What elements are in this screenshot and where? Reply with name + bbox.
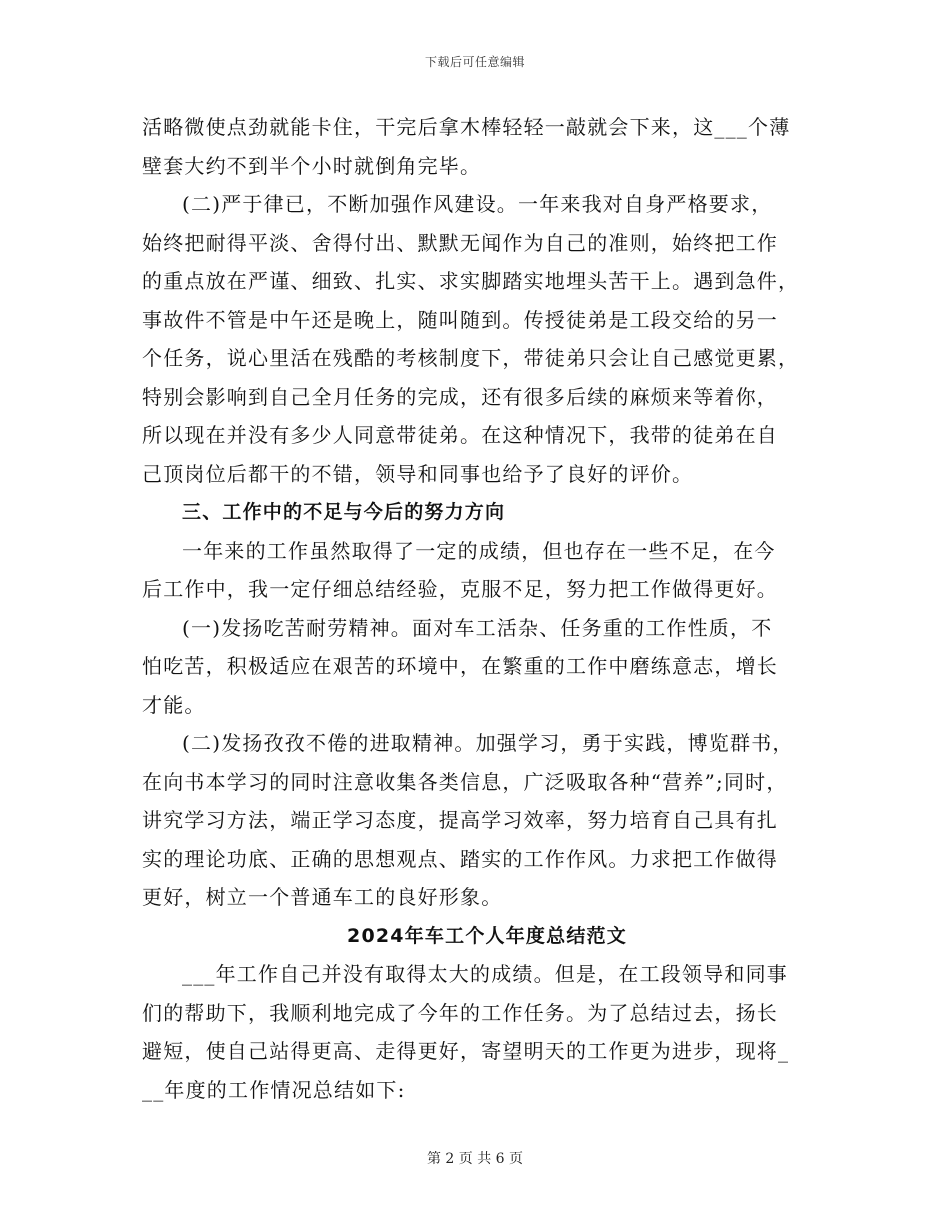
body-text-line: 个任务，说心里活在残酷的考核制度下，带徒弟只会让自己感觉更累， bbox=[142, 346, 800, 370]
paragraph-first-line: (二)严于律已，不断加强作风建设。一年来我对自身严格要求， bbox=[182, 192, 773, 216]
body-text-line: 所以现在并没有多少人同意带徒弟。在这种情况下，我带的徒弟在自 bbox=[142, 423, 778, 447]
body-text-line: 怕吃苦，积极适应在艰苦的环境中，在繁重的工作中磨练意志，增长 bbox=[142, 654, 778, 678]
body-text-line: __年度的工作情况总结如下: bbox=[142, 1077, 406, 1102]
body-text-line: 事故件不管是中午还是晚上，随叫随到。传授徒弟是工段交给的另一 bbox=[142, 307, 778, 332]
body-text-line: 实的理论功底、正确的思想观点、踏实的工作作风。力求把工作做得 bbox=[142, 846, 778, 871]
paragraph-first-line: (二)发扬孜孜不倦的进取精神。加强学习，勇于实践，博览群书， bbox=[182, 731, 794, 755]
body-text-line: 更好，树立一个普通车工的良好形象。 bbox=[142, 885, 503, 909]
body-text-line: 们的帮助下，我顺利地完成了今年的工作任务。为了总结过去，扬长 bbox=[142, 1000, 778, 1025]
document-title: 2024年车工个人年度总结范文 bbox=[347, 924, 627, 947]
paragraph-first-line: (一)发扬吃苦耐劳精神。面对车工活杂、任务重的工作性质，不 bbox=[182, 615, 773, 640]
section-heading: 三、工作中的不足与今后的努力方向 bbox=[182, 501, 506, 523]
page-header: 下载后可任意编辑 bbox=[424, 55, 525, 69]
body-text-line: 壁套大约不到半个小时就倒角完毕。 bbox=[142, 153, 482, 178]
page-footer: 第 2 页 共 6 页 bbox=[426, 1151, 524, 1167]
document-body bbox=[142, 108, 812, 1109]
body-text-line: 才能。 bbox=[142, 692, 206, 717]
body-text-line: 避短，使自己站得更高、走得更好，寄望明天的工作更为进步，现将_ bbox=[142, 1039, 790, 1063]
body-text-line: 在向书本学习的同时注意收集各类信息，广泛吸取各种“营养”;同时， bbox=[142, 769, 788, 794]
body-text-line: 始终把耐得平淡、舍得付出、默默无闻作为自己的准则，始终把工作 bbox=[142, 230, 778, 255]
body-text-line: 特别会影响到自己全月任务的完成，还有很多后续的麻烦来等着你， bbox=[142, 384, 778, 409]
body-text-line: 后工作中，我一定仔细总结经验，克服不足，努力把工作做得更好。 bbox=[142, 577, 778, 601]
body-text-line: 的重点放在严谨、细致、扎实、求实脚踏实地埋头苦干上。遇到急件， bbox=[142, 269, 800, 293]
body-text-line: 讲究学习方法，端正学习态度，提高学习效率，努力培育自己具有扎 bbox=[142, 808, 778, 832]
paragraph-first-line: ___年工作自己并没有取得太大的成绩。但是，在工段领导和同事 bbox=[182, 962, 788, 986]
body-text-line: 己顶岗位后都干的不错，领导和同事也给予了良好的评价。 bbox=[142, 461, 694, 486]
body-text-line: 活略微使点劲就能卡住，干完后拿木棒轻轻一敲就会下来，这___个薄 bbox=[142, 115, 791, 139]
paragraph-first-line: 一年来的工作虽然取得了一定的成绩，但也存在一些不足，在今 bbox=[182, 538, 776, 563]
